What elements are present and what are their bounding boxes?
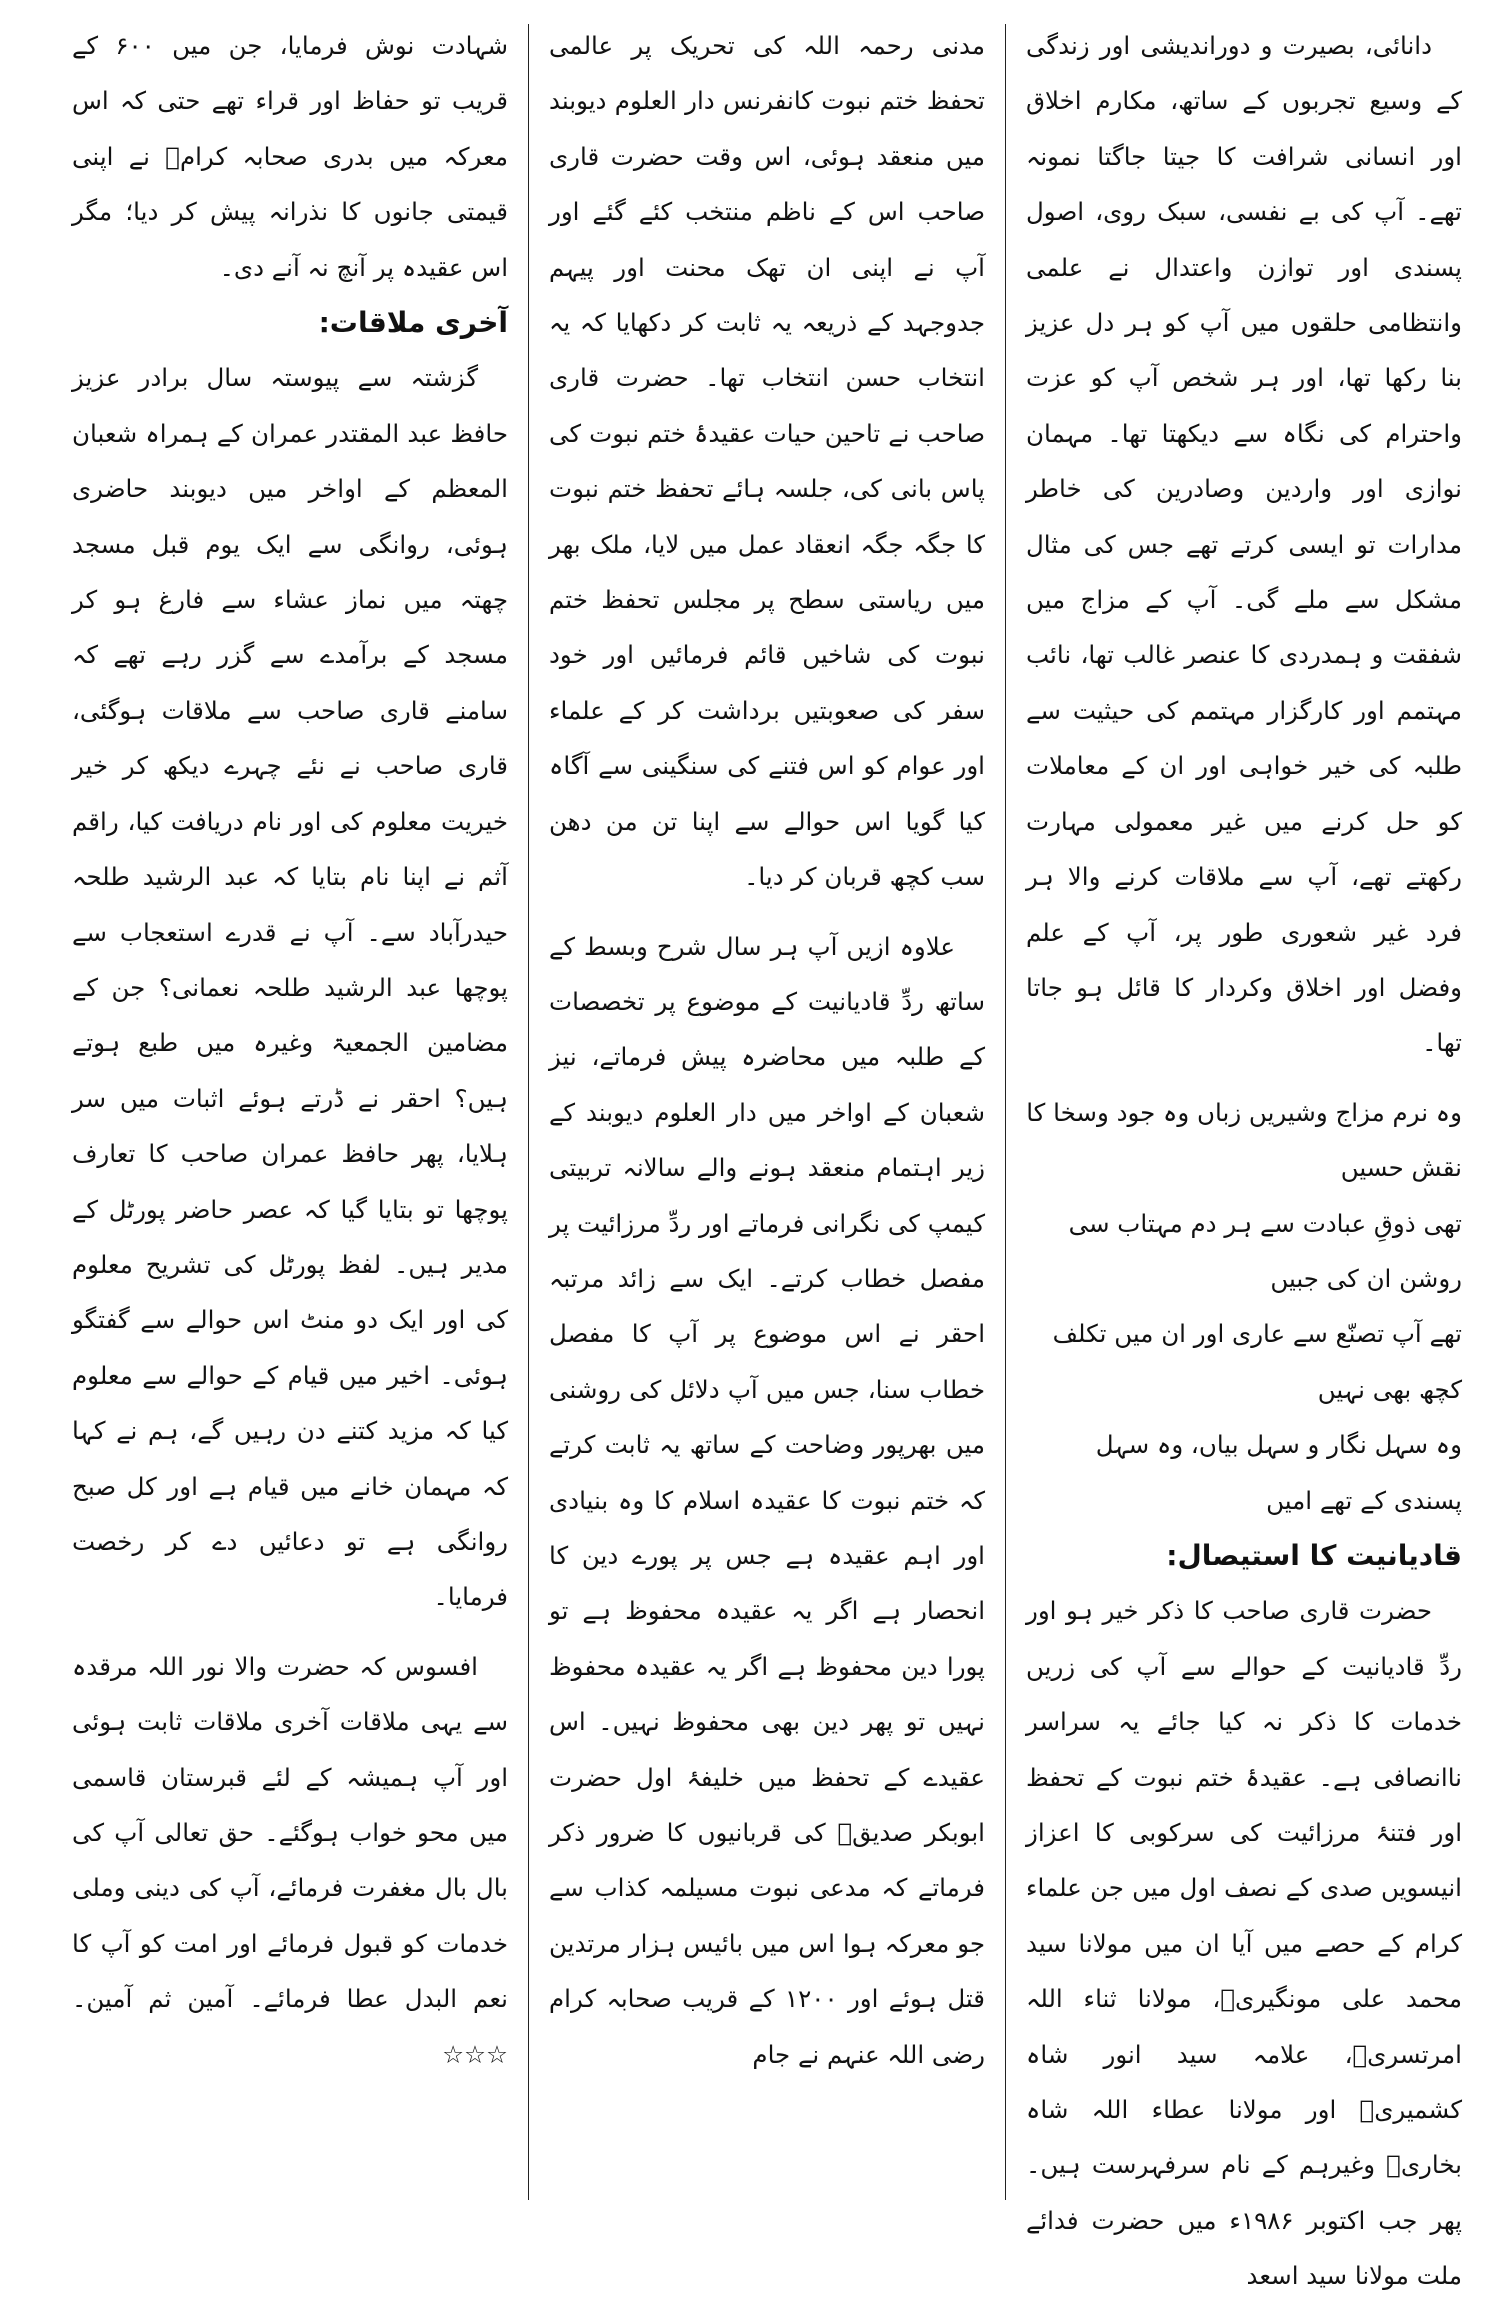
paragraph-lectures: علاوہ ازیں آپ ہر سال شرح وبسط کے ساتھ ردِّ قادیانیت کے موضوع پر تخصصات کے طلبہ میں محاضرہ پیش فرماتے، نیز شعبان کے اواخر میں دار العلوم دیوبند کے زیر اہتمام منعقد ہونے والے سالانہ تربیتی کیمپ کی نگرانی فرماتے اور ردِّ مرزائیت پر مفصل خطاب کرتے۔ ایک سے زائد مرتبہ احقر نے اس موضوع پر آپ کا مفصل خطاب سنا، جس میں آپ دلائل کی روشنی میں بھرپور وضاحت کے ساتھ یہ ثابت کرتے کہ ختم نبوت کا عقیدہ اسلام کا وہ بنیادی اور اہم عقیدہ ہے جس پر پورے دین کا انحصار ہے اگر یہ عقیدہ محفوظ ہے تو پورا دین محفوظ ہے اگر یہ عقیدہ محفوظ نہیں تو پھر دین بھی محفوظ نہیں۔ اس عقیدے کے تحفظ میں خلیفۂ اول حضرت ابوبکر صدیقؓ کی قربانیوں کا ضرور ذکر فرماتے کہ مدعی نبوت مسیلمہ کذاب سے جو معرکہ ہوا اس میں بائیس ہزار مرتدین قتل ہوئے اور ۱۲۰۰ کے قریب صحابہ کرام رضی اللہ عنہم نے جام [549, 931, 985, 2069]
poem-line: وہ نرم مزاج وشیریں زباں وہ جود وسخا کا نقش حسیں [1026, 1097, 1462, 1183]
paragraph-qadianiyat: حضرت قاری صاحب کا ذکر خیر ہو اور ردِّ قادیانیت کے حوالے سے آپ کی زریں خدمات کا ذکر نہ کیا جائے یہ سراسر ناانصافی ہے۔ عقیدۂ ختم نبوت کے تحفظ اور فتنۂ مرزائیت کی سرکوبی کا اعزاز انیسویں صدی کے نصف اول میں جن علماء کرام کے حصے میں آیا ان میں مولانا سید محمد علی مونگیریؒ، مولانا ثناء اللہ امرتسریؒ، علامہ سید انور شاہ کشمیریؒ اور مولانا عطاء اللہ شاہ بخاریؒ وغیرہم کے نام سرفہرست ہیں۔ پھر جب اکتوبر ۱۹۸۶ء میں حضرت فدائے ملت مولانا سید اسعد [1026, 1596, 1462, 2291]
paragraph-closing-prayer: افسوس کہ حضرت والا نور اللہ مرقدہ سے یہی ملاقات آخری ملاقات ثابت ہوئی اور آپ ہمیشہ کے لئے قبرستان قاسمی میں محو خواب ہوگئے۔ حق تعالی آپ کی بال بال مغفرت فرمائے، آپ کی دینی وملی خدمات کو قبول فرمائے اور امت کو آپ کا نعم البدل عطا فرمائے۔ آمین ثم آمین۔ ☆☆☆ [72, 1651, 508, 2069]
poem-line: تھے آپ تصنّع سے عاری اور ان میں تکلف کچھ بھی نہیں [1052, 1319, 1462, 1404]
poem-line: وہ سہل نگار و سہل بیاں، وہ سہل پسندی کے تھے امیں [1095, 1430, 1462, 1515]
section-heading-qadianiyat: قادیانیت کا استیصال: [1166, 1538, 1462, 1572]
paragraph-martyrdom: شہادت نوش فرمایا، جن میں ۶۰۰ کے قریب تو حفاظ اور قراء تھے حتی کہ اس معرکہ میں بدری صحابہ کرامؓ نے اپنی قیمتی جانوں کا نذرانہ پیش کر دیا؛ مگر اس عقیدہ پر آنچ نہ آنے دی۔ [72, 31, 508, 282]
poem [1026, 1085, 1462, 1528]
paragraph-conference: مدنی رحمہ اللہ کی تحریک پر عالمی تحفظ ختم نبوت کانفرنس دار العلوم دیوبند میں منعقد ہوئی، اس وقت حضرت قاری صاحب اس کے ناظم منتخب کئے گئے اور آپ نے اپنی ان تھک محنت اور پیہم جدوجہد کے ذریعہ یہ ثابت کر دکھایا کہ یہ انتخاب حسن انتخاب تھا۔ حضرت قاری صاحب نے تاحین حیات عقیدۂ ختم نبوت کی پاس بانی کی، جلسہ ہائے تحفظ ختم نبوت کا جگہ جگہ انعقاد عمل میں لایا، ملک بھر میں ریاستی سطح پر مجلس تحفظ ختم نبوت کی شاخیں قائم فرمائیں اور خود سفر کی صعوبتیں برداشت کر کے علماء اور عوام کو اس فتنے کی سنگینی سے آگاہ کیا گویا اس حوالے سے اپنا تن من دھن سب کچھ قربان کر دیا۔ [549, 31, 985, 892]
column-middle [529, 18, 1005, 2200]
paragraph-last-meeting: گزشتہ سے پیوستہ سال برادر عزیز حافظ عبد المقتدر عمران کے ہمراہ شعبان المعظم کے اواخر میں دیوبند حاضری ہوئی، روانگی سے ایک یوم قبل مسجد چھتہ میں نماز عشاء سے فارغ ہو کر مسجد کے برآمدے سے گزر رہے تھے کہ سامنے قاری صاحب سے ملاقات ہوگئی، قاری صاحب نے نئے چہرے دیکھ کر خیر خیریت معلوم کی اور نام دریافت کیا، راقم آثم نے اپنا نام بتایا کہ عبد الرشید طلحہ حیدرآباد سے۔ آپ نے قدرے استعجاب سے پوچھا عبد الرشید طلحہ نعمانی؟ جن کے مضامین الجمعیۃ وغیرہ میں طبع ہوتے ہیں؟ احقر نے ڈرتے ہوئے اثبات میں سر ہلایا، پھر حافظ عمران صاحب کا تعارف پوچھا تو بتایا گیا کہ عصر حاضر پورٹل کے مدیر ہیں۔ لفظ پورٹل کی تشریح معلوم کی اور ایک دو منٹ اس حوالے سے گفتگو ہوئی۔ اخیر میں قیام کے حوالے سے معلوم کیا کہ مزید کتنے دن رہیں گے، ہم نے کہا کہ مہمان خانے میں قیام ہے اور کل صبح روانگی ہے تو دعائیں دے کر رخصت فرمایا۔ [72, 363, 508, 1612]
paragraph-traits: دانائی، بصیرت و دوراندیشی اور زندگی کے وسیع تجربوں کے ساتھ، مکارم اخلاق اور انسانی شرافت کا جیتا جاگتا نمونہ تھے۔ آپ کی بے نفسی، سبک روی، اصول پسندی اور توازن واعتدال نے علمی وانتظامی حلقوں میں آپ کو ہر دل عزیز بنا رکھا تھا، اور ہر شخص آپ کو عزت واحترام کی نگاہ سے دیکھتا تھا۔ مہمان نوازی اور واردین وصادرین کی خاطر مدارات تو ایسی کرتے تھے جس کی مثال مشکل سے ملے گی۔ آپ کے مزاج میں شفقت و ہمدردی کا عنصر غالب تھا، نائب مہتمم اور کارگزار مہتمم کی حیثیت سے طلبہ کی خیر خواہی اور ان کے معاملات کو حل کرنے میں غیر معمولی مہارت رکھتے تھے، آپ سے ملاقات کرنے والا ہر فرد غیر شعوری طور پر، آپ کے علم وفضل اور اخلاق وکردار کا قائل ہو جاتا تھا۔ [1026, 31, 1462, 1058]
column-left [52, 18, 528, 2200]
column-right [1006, 18, 1482, 2291]
section-heading-last-meeting: آخری ملاقات: [318, 306, 508, 340]
poem-line: تھی ذوقِ عبادت سے ہر دم مہتاب سی روشن ان کی جبیں [1068, 1208, 1462, 1293]
